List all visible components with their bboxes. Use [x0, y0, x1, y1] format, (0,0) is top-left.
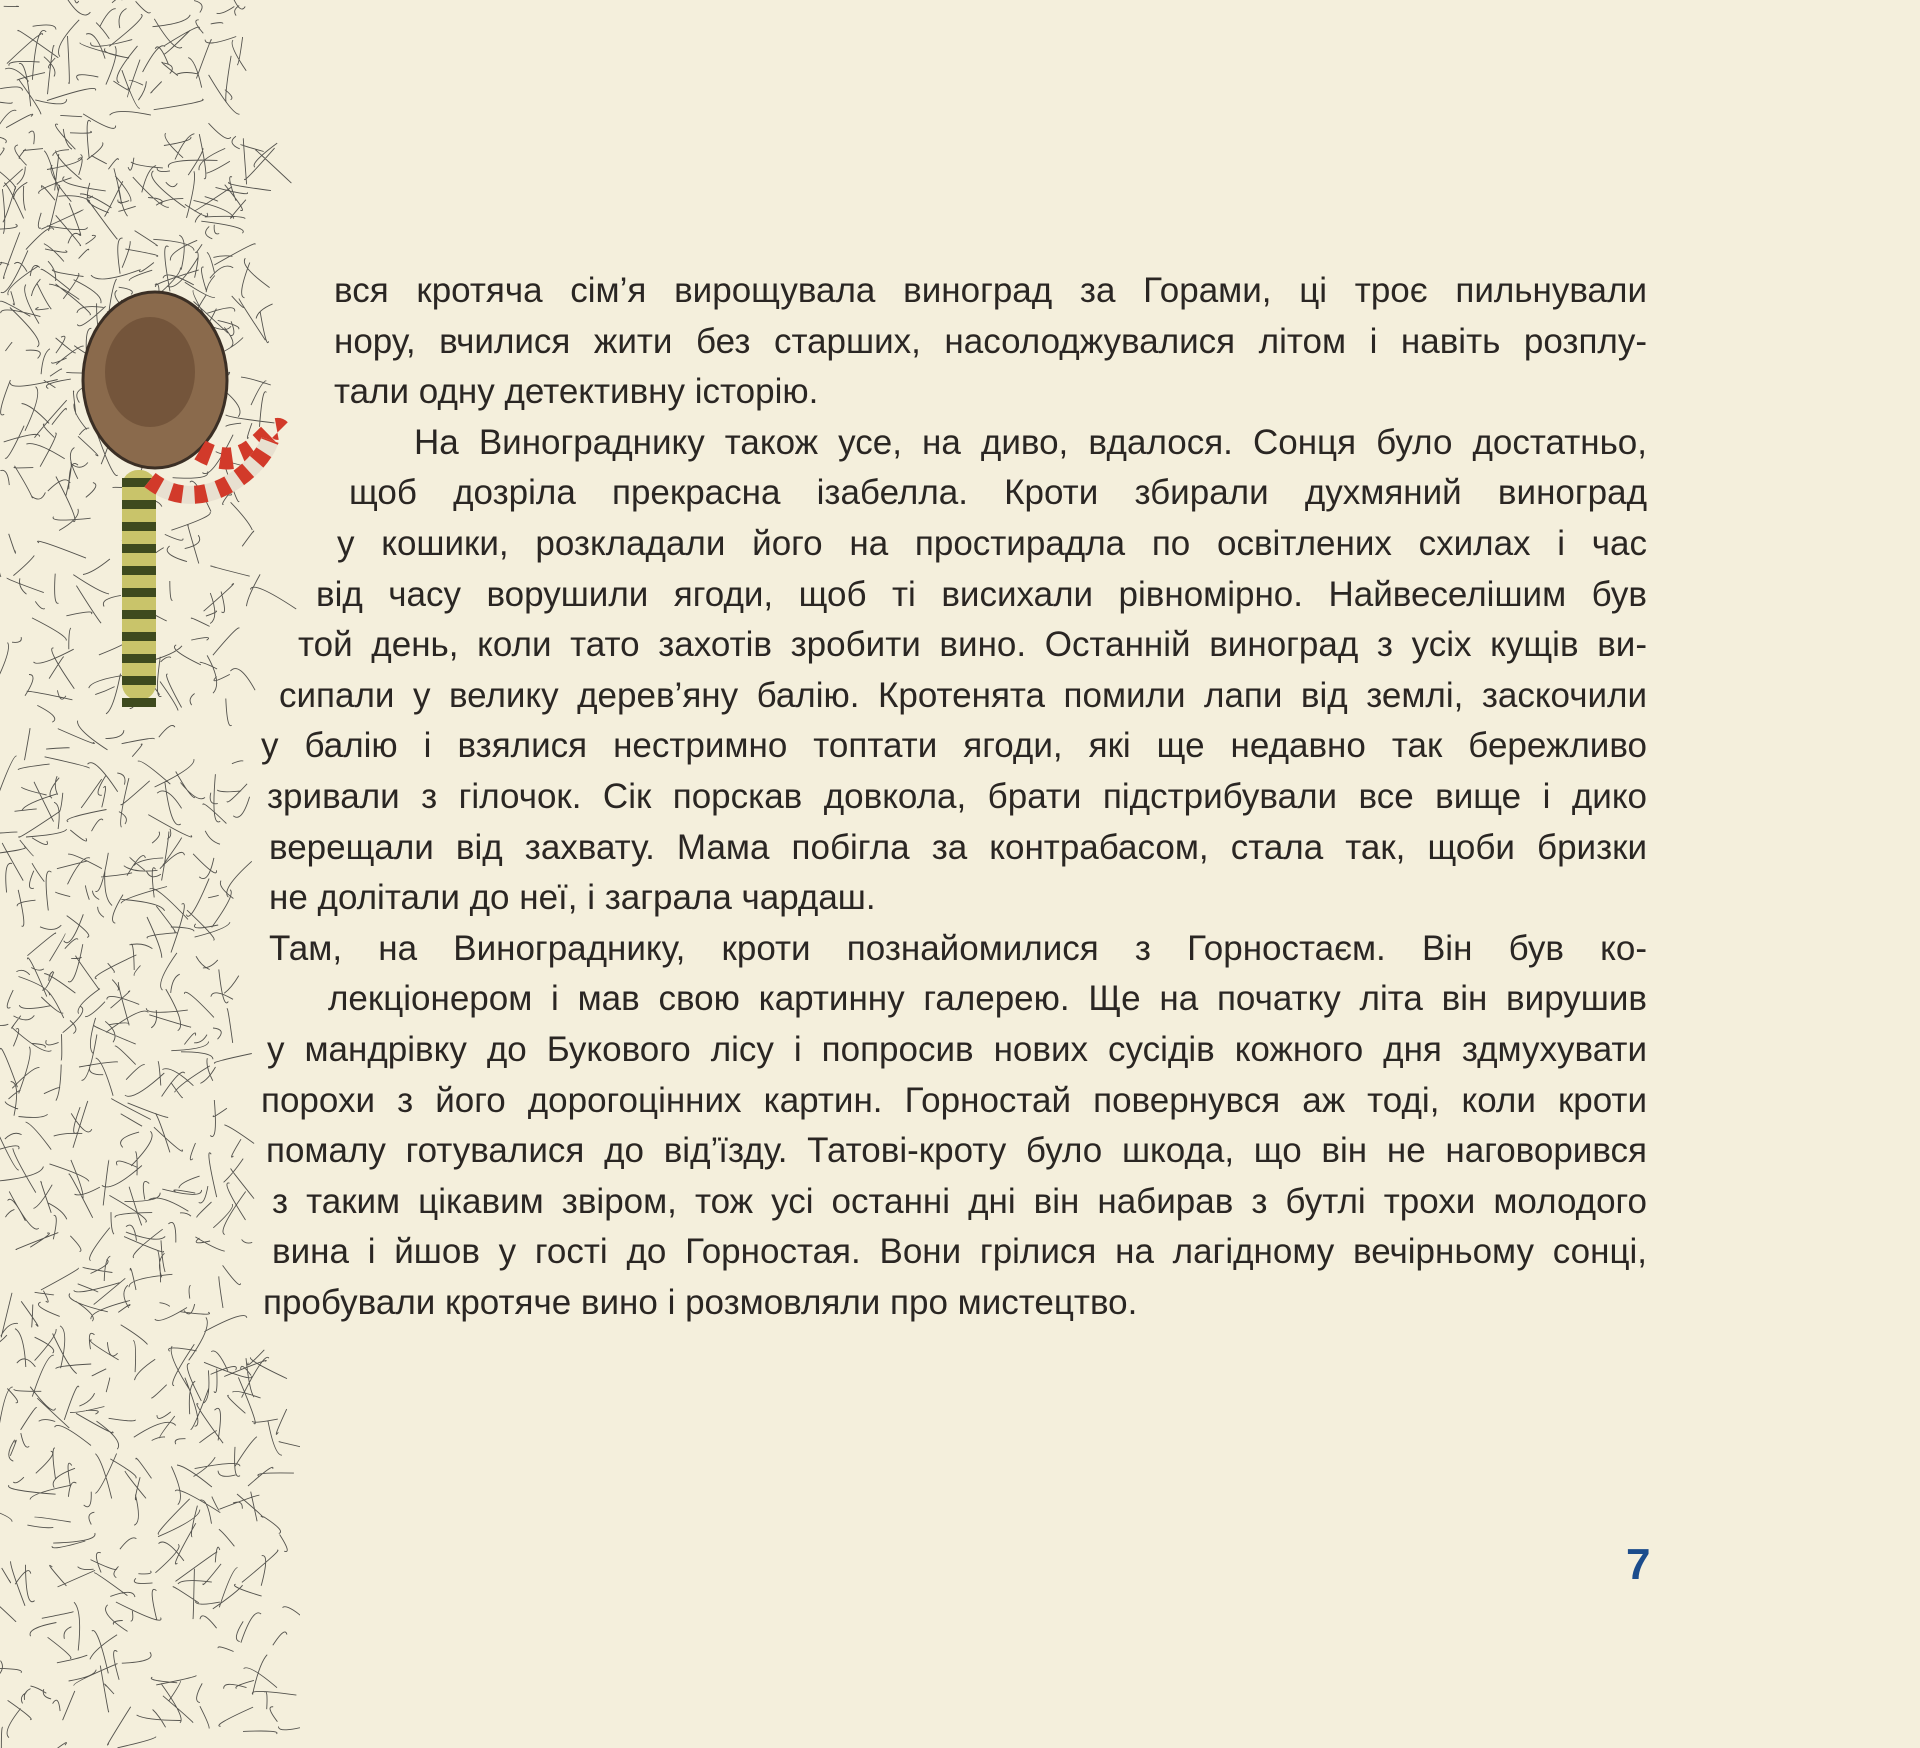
page-number: 7 — [1626, 1540, 1651, 1589]
striped-legs-icon — [122, 429, 280, 707]
text-line: від часу ворушили ягоди, щоб ті висихали рівномірно. Найвеселішим був — [316, 574, 1647, 614]
text-line: сипали у велику дерев’яну балію. Кротенята помили лапи від землі, заскочили — [279, 675, 1647, 715]
tree-trunk-illustration — [0, 0, 300, 1748]
text-line: помалу готувалися до від’їзду. Татові-кроту було шкода, що він не наговорився — [266, 1131, 1647, 1171]
text-line: пробували кротяче вино і розмовляли про мистецтво. — [263, 1283, 1138, 1322]
text-line: Там, на Винограднику, кроти познайомилися з Горностаєм. Він був ко- — [269, 928, 1647, 968]
text-line: той день, коли тато захотів зробити вино. Останній виноград з усіх кущів ви- — [298, 625, 1647, 665]
leg-stripe — [122, 522, 156, 531]
mole-hole-center — [105, 317, 195, 427]
leg-stripe — [122, 566, 156, 575]
leg-stripe — [122, 676, 156, 685]
text-line: порохи з його дорогоцінних картин. Горностай повернувся аж тоді, коли кроти — [261, 1080, 1647, 1120]
text-line: вина і йшов у гості до Горностая. Вони грілися на лагідному вечірньому сонці, — [272, 1232, 1647, 1272]
text-line: у кошики, розкладали його на простирадла по освітлених схилах і час — [337, 524, 1647, 563]
text-line: нору, вчилися жити без старших, насолоджувалися літом і навіть розплу- — [334, 321, 1647, 361]
text-line: зривали з гілочок. Сік порскав довкола, брати підстрибували все вище і дико — [267, 777, 1647, 816]
text-line: верещали від захвату. Мама побігла за контрабасом, стала так, щоби бризки — [269, 827, 1647, 867]
leg-stripe — [122, 544, 156, 553]
leg-stripe — [122, 610, 156, 619]
leg-stripe — [122, 588, 156, 597]
leg-stripe — [122, 698, 156, 707]
text-line: у мандрівку до Букового лісу і попросив нових сусідів кожного дня здмухувати — [267, 1030, 1647, 1069]
leg-stripe — [122, 632, 156, 641]
text-line: не долітали до неї, і заграла чардаш. — [269, 878, 876, 918]
text-line: щоб дозріла прекрасна ізабелла. Кроти збирали духмяний виноград — [349, 473, 1647, 513]
text-line: вся кротяча сім’я вирощувала виноград за Горами, ці троє пильнували — [334, 271, 1647, 310]
text-line: у балію і взялися нестримно топтати ягоди, які ще недавно так бережливо — [261, 726, 1647, 766]
text-line: тали одну детективну історію. — [334, 372, 819, 412]
text-line: лекціонером і мав свою картинну галерею. Ще на початку літа він вирушив — [328, 979, 1647, 1019]
text-line: На Винограднику також усе, на диво, вдалося. Сонця було достатньо, — [414, 422, 1647, 462]
leg-stripe — [122, 654, 156, 663]
scribble-texture — [0, 0, 300, 1748]
leg-stripe — [122, 500, 156, 509]
text-line: з таким цікавим звіром, тож усі останні дні він набирав з бутлі трохи молодого — [272, 1181, 1647, 1221]
scribble-lines — [0, 0, 300, 1748]
